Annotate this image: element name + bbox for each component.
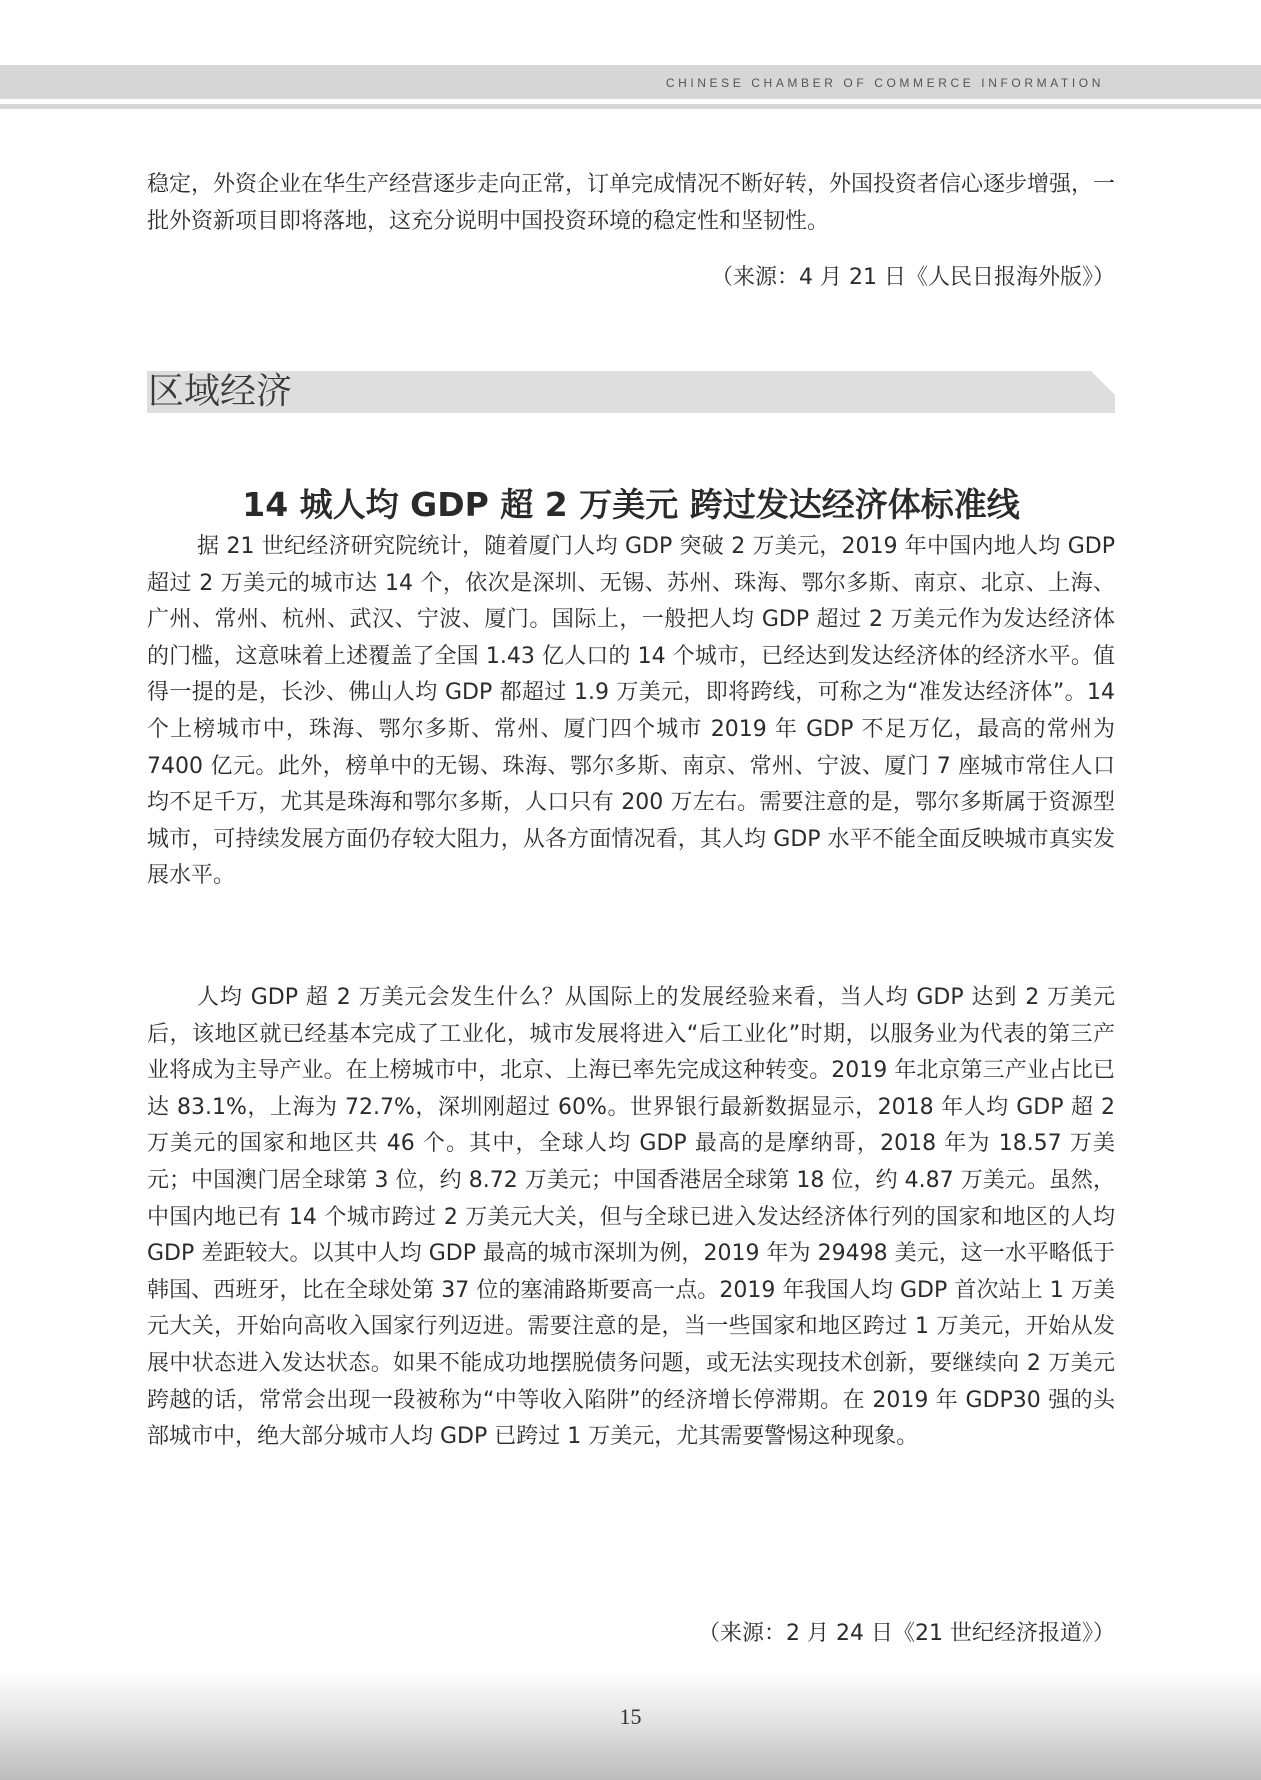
intro-source: （来源：4 月 21 日《人民日报海外版》） — [711, 265, 1115, 290]
article-source: （来源：2 月 24 日《21 世纪经济报道》） — [698, 1621, 1115, 1646]
page-number: 15 — [619, 1704, 642, 1729]
header-divider — [0, 104, 1261, 109]
section-banner — [147, 371, 1115, 413]
article-paragraph-1: 据 21 世纪经济研究院统计，随着厦门人均 GDP 突破 2 万美元，2019 年中国内地人均 GDP 超过 2 万美元的城市达 14 个，依次是深圳、无锡、苏州、珠海、鄂尔多斯、南京、北京、上海、广州、常州、杭州、武汉、宁波、厦门。国际上，一般把人均 GDP 超过 2 万美元作为发达经济体的门槛，这意味着上述覆盖了全国 1.43 亿人口的 14 个城市，已经达到发达经济体的经济水平。值得一提的是，长沙、佛山人均 GDP 都超过 1.9 万美元，即将跨线，可称之为“准发达经济体”。14 个上榜城市中，珠海、鄂尔多斯、常州、厦门四个城市 2019 年 GDP 不足万亿，最高的常州为 7400 亿元。此外，榜单中的无锡、珠海、鄂尔多斯、南京、常州、宁波、厦门 7 座城市常住人口均不足千万，尤其是珠海和鄂尔多斯，人口只有 200 万左右。需要注意的是，鄂尔多斯属于资源型城市，可持续发展方面仍存较大阻力，从各方面情况看，其人均 GDP 水平不能全面反映城市真实发展水平。 — [147, 534, 1115, 889]
publication-header: CHINESE CHAMBER OF COMMERCE INFORMATION — [665, 76, 1104, 90]
intro-paragraph: 稳定，外资企业在华生产经营逐步走向正常，订单完成情况不断好转，外国投资者信心逐步增强，一批外资新项目即将落地，这充分说明中国投资环境的稳定性和坚韧性。 — [147, 172, 1116, 234]
article-title: 14 城人均 GDP 超 2 万美元 跨过发达经济体标准线 — [242, 485, 1020, 525]
section-title: 区域经济 — [148, 371, 293, 412]
article-paragraph-2: 人均 GDP 超 2 万美元会发生什么？从国际上的发展经验来看，当人均 GDP 达到 2 万美元后，该地区就已经基本完成了工业化，城市发展将进入“后工业化”时期，以服务业为代表的第三产业将成为主导产业。在上榜城市中，北京、上海已率先完成这种转变。2019 年北京第三产业占比已达 83.1%，上海为 72.7%，深圳刚超过 60%。世界银行最新数据显示，2018 年人均 GDP 超 2 万美元的国家和地区共 46 个。其中，全球人均 GDP 最高的是摩纳哥，2018 年为 18.57 万美元；中国澳门居全球第 3 位，约 8.72 万美元；中国香港居全球第 18 位，约 4.87 万美元。虽然，中国内地已有 14 个城市跨过 2 万美元大关，但与全球已进入发达经济体行列的国家和地区的人均 GDP 差距较大。以其中人均 GDP 最高的城市深圳为例，2019 年为 29498 美元，这一水平略低于韩国、西班牙，比在全球处第 37 位的塞浦路斯要高一点。2019 年我国人均 GDP 首次站上 1 万美元大关，开始向高收入国家行列迈进。需要注意的是，当一些国家和地区跨过 1 万美元，开始从发展中状态进入发达状态。如果不能成功地摆脱债务问题，或无法实现技术创新，要继续向 2 万美元跨越的话，常常会出现一段被称为“中等收入陷阱”的经济增长停滞期。在 2019 年 GDP30 强的头部城市中，绝大部分城市人均 GDP 已跨过 1 万美元，尤其需要警惕这种现象。 — [147, 985, 1115, 1450]
